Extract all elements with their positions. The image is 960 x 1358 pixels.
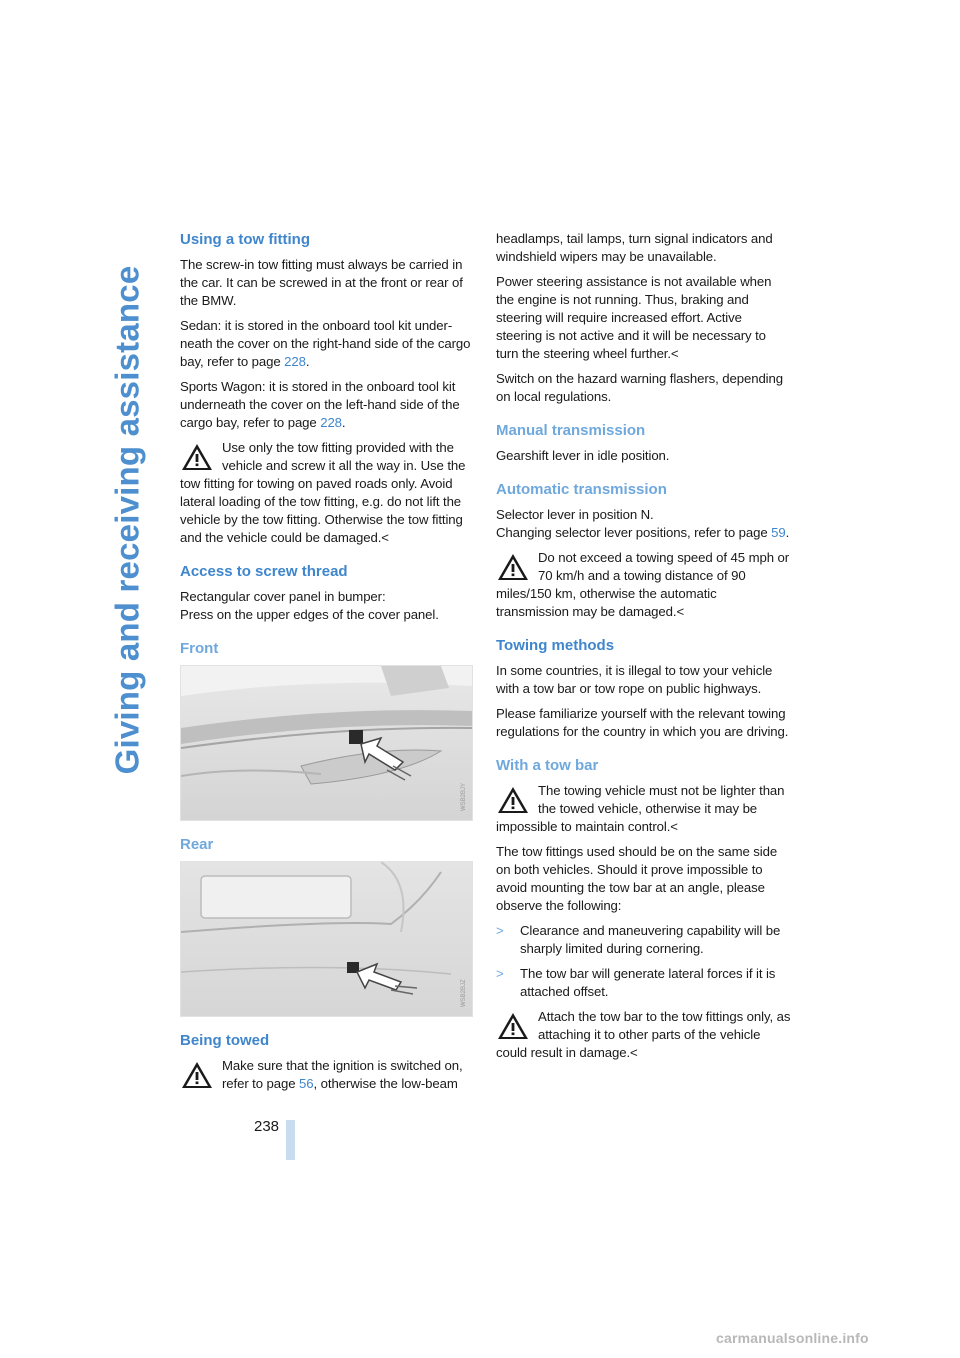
warning-note: Make sure that the ignition is switched on, refer to page 56, otherwise the low-beam bbox=[180, 1057, 475, 1093]
paragraph: The tow fittings used should be on the same side on both vehicles. Should it prove impossible to avoid mounting the tow bar at an angle, please observe the following: bbox=[496, 844, 778, 913]
section-title-being-towed: Being towed bbox=[180, 1032, 270, 1049]
section-title-using-tow-fitting: Using a tow fitting bbox=[180, 231, 310, 248]
list-item: > The tow bar will generate lateral forces if it is attached offset. bbox=[496, 966, 776, 999]
paragraph: Rectangular cover panel in bumper: Press on the upper edges of the cover panel. bbox=[180, 589, 439, 622]
paragraph: Switch on the hazard warning flashers, depending on local regulations. bbox=[496, 371, 783, 404]
subsection-title-front: Front bbox=[180, 640, 219, 657]
watermark: carmanualsonline.info bbox=[716, 1330, 869, 1346]
warning-note: The towing vehicle must not be lighter than the towed vehicle, otherwise it may be impossible to maintain control.< bbox=[496, 783, 785, 834]
page-link-59[interactable]: 59 bbox=[771, 525, 786, 540]
right-column bbox=[496, 230, 791, 1069]
subsection-title-manual-transmission: Manual transmission bbox=[496, 422, 646, 439]
paragraph: Power steering assistance is not available when the engine is not running. Thus, braking and steering will require increased effort. Active steering is not active and it will be necessary to turn the steering wheel further.< bbox=[496, 274, 772, 361]
warning-triangle-icon bbox=[496, 552, 530, 582]
section-title-towing-methods: Towing methods bbox=[496, 637, 615, 654]
svg-text:WSB2BJY: WSB2BJY bbox=[461, 782, 467, 811]
warning-triangle-icon bbox=[180, 1060, 214, 1090]
page-link-228[interactable]: 228 bbox=[320, 415, 342, 430]
bullet-marker: > bbox=[496, 966, 504, 981]
paragraph: The screw-in tow fitting must always be carried in the car. It can be screwed in at the front or rear of the BMW. bbox=[180, 257, 463, 308]
paragraph-sports-wagon: Sports Wagon: it is stored in the onboard tool kit underneath the cover on the left-hand side of the cargo bay, refer to page 228. bbox=[180, 379, 460, 430]
warning-triangle-icon bbox=[180, 442, 214, 472]
page-link-228[interactable]: 228 bbox=[284, 354, 306, 369]
section-title-access-screw-thread: Access to screw thread bbox=[180, 563, 348, 580]
paragraph: headlamps, tail lamps, turn signal indicators and windshield wipers may be unavailable. bbox=[496, 231, 773, 264]
warning-note: Do not exceed a towing speed of 45 mph or 70 km/h and a towing distance of 90 miles/150 km, otherwise the automatic transmission may be damaged.< bbox=[496, 550, 790, 619]
rear-bumper-illustration bbox=[180, 861, 473, 1017]
left-column bbox=[180, 230, 475, 1100]
paragraph: Selector lever in position N. Changing selector lever positions, refer to page 59. bbox=[496, 507, 790, 540]
paragraph-sedan: Sedan: it is stored in the onboard tool kit underneath the cover on the right-hand side of the cargo bay, refer to page 228. bbox=[180, 318, 471, 369]
warning-triangle-icon bbox=[496, 785, 530, 815]
page-number-bar bbox=[286, 1120, 295, 1160]
bullet-marker: > bbox=[496, 923, 504, 938]
warning-triangle-icon bbox=[496, 1011, 530, 1041]
page-link-56[interactable]: 56 bbox=[299, 1076, 314, 1091]
bullet-list bbox=[496, 922, 791, 1001]
page-number: 238 bbox=[254, 1118, 280, 1135]
front-bumper-illustration bbox=[180, 665, 473, 821]
paragraph: Please familiarize yourself with the relevant towing regulations for the country in which you are driving. bbox=[496, 706, 789, 739]
warning-note: Attach the tow bar to the tow fittings only, as attaching it to other parts of the vehicle could result in damage.< bbox=[496, 1009, 791, 1060]
warning-note: Use only the tow fitting provided with the vehicle and screw it all the way in. Use the tow fitting for towing on paved roads only. Avoid lateral loading of the tow fitting, e.g. do not lift the vehicle by the tow fitting. Otherwise the tow fitting and the vehicle could be damaged.< bbox=[180, 440, 466, 545]
list-item: > Clearance and maneuvering capability will be sharply limited during cornering. bbox=[496, 923, 781, 956]
paragraph: In some countries, it is illegal to tow your vehicle with a tow bar or tow rope on public highways. bbox=[496, 663, 773, 696]
svg-text:WSB2BJZ: WSB2BJZ bbox=[461, 979, 467, 1007]
subsection-title-rear: Rear bbox=[180, 836, 214, 853]
subsection-title-with-tow-bar: With a tow bar bbox=[496, 757, 599, 774]
paragraph: Gearshift lever in idle position. bbox=[496, 448, 670, 463]
chapter-side-title: Giving and receiving assistance bbox=[108, 265, 145, 775]
subsection-title-automatic-transmission: Automatic transmission bbox=[496, 481, 667, 498]
